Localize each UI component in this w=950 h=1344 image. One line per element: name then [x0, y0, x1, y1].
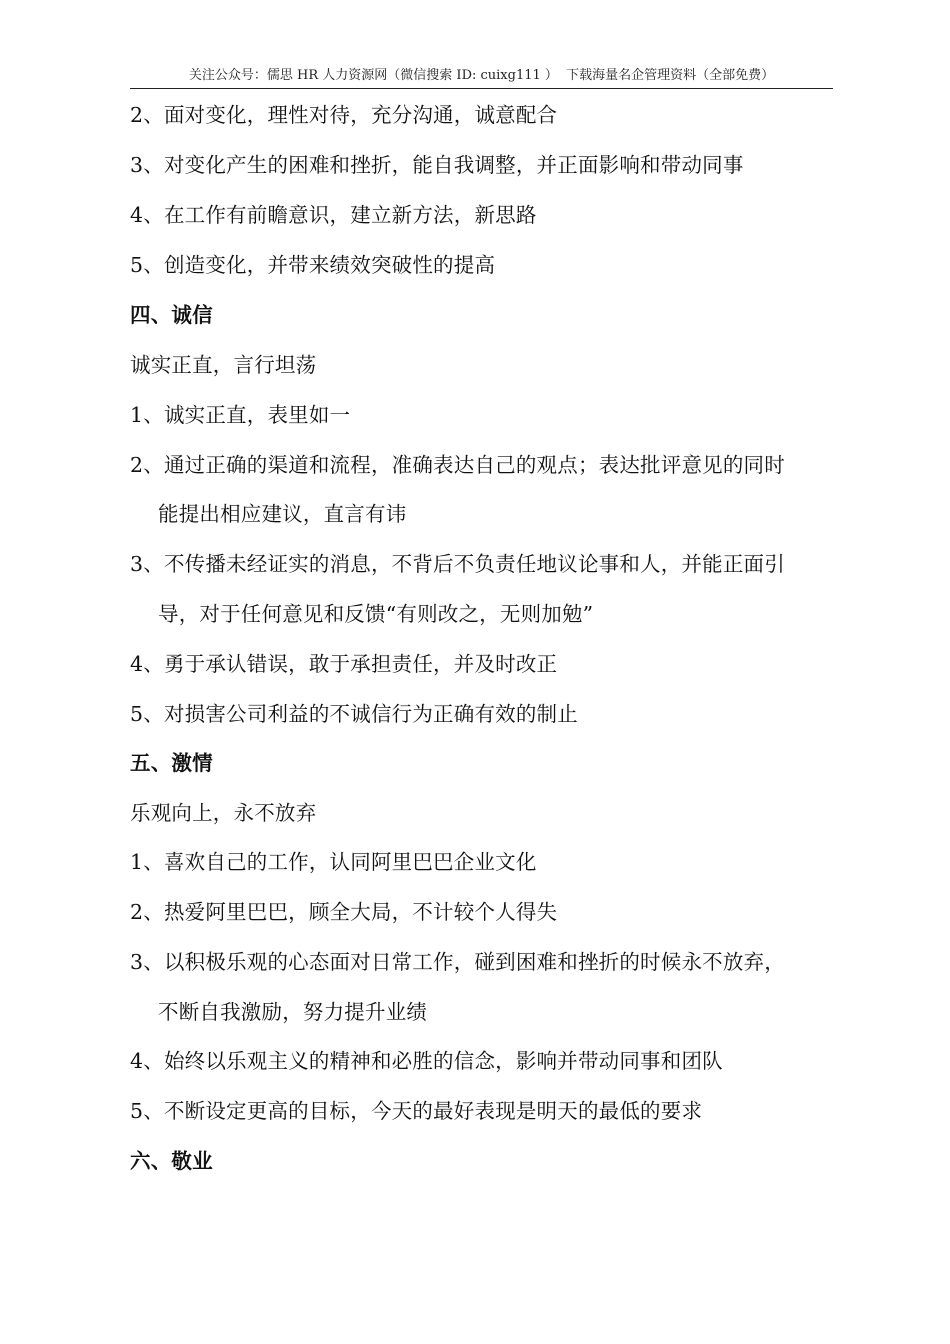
list-item-continuation: 导，对于任何意见和反馈“有则改之，无则加勉” — [158, 602, 594, 626]
section-summary: 诚实正直，言行坦荡 — [130, 353, 317, 377]
section-heading-integrity: 四、诚信 — [130, 303, 213, 327]
list-item: 3、以积极乐观的心态面对日常工作，碰到困难和挫折的时候永不放弃， — [130, 950, 785, 974]
list-item: 2、通过正确的渠道和流程，准确表达自己的观点；表达批评意见的同时 — [130, 453, 785, 477]
list-item: 1、喜欢自己的工作，认同阿里巴巴企业文化 — [130, 850, 537, 874]
page-header — [130, 66, 833, 89]
header-right-text: 下载海量名企管理资料（全部免费） — [566, 68, 775, 83]
list-item: 5、创造变化，并带来绩效突破性的提高 — [130, 253, 496, 277]
list-item-continuation: 能提出相应建议，直言有讳 — [158, 502, 407, 526]
list-item: 3、对变化产生的困难和挫折，能自我调整，并正面影响和带动同事 — [130, 153, 744, 177]
list-item: 4、在工作有前瞻意识，建立新方法，新思路 — [130, 203, 537, 227]
list-item: 5、不断设定更高的目标，今天的最好表现是明天的最低的要求 — [130, 1099, 703, 1123]
list-item: 2、面对变化，理性对待，充分沟通，诚意配合 — [130, 103, 558, 127]
section-heading-passion: 五、激情 — [130, 751, 213, 775]
section-heading-dedication: 六、敬业 — [130, 1149, 213, 1173]
list-item: 1、诚实正直，表里如一 — [130, 403, 351, 427]
list-item: 2、热爱阿里巴巴，顾全大局，不计较个人得失 — [130, 900, 558, 924]
list-item: 4、始终以乐观主义的精神和必胜的信念，影响并带动同事和团队 — [130, 1049, 723, 1073]
header-left-text: 关注公众号：儒思 HR 人力资源网（微信搜索 ID: cuixg111 ） — [188, 68, 558, 83]
list-item: 4、勇于承认错误，敢于承担责任，并及时改正 — [130, 652, 558, 676]
section-summary: 乐观向上，永不放弃 — [130, 801, 317, 825]
list-item: 3、不传播未经证实的消息，不背后不负责任地议论事和人，并能正面引 — [130, 552, 785, 576]
list-item-continuation: 不断自我激励，努力提升业绩 — [158, 1000, 428, 1024]
list-item: 5、对损害公司利益的不诚信行为正确有效的制止 — [130, 702, 578, 726]
